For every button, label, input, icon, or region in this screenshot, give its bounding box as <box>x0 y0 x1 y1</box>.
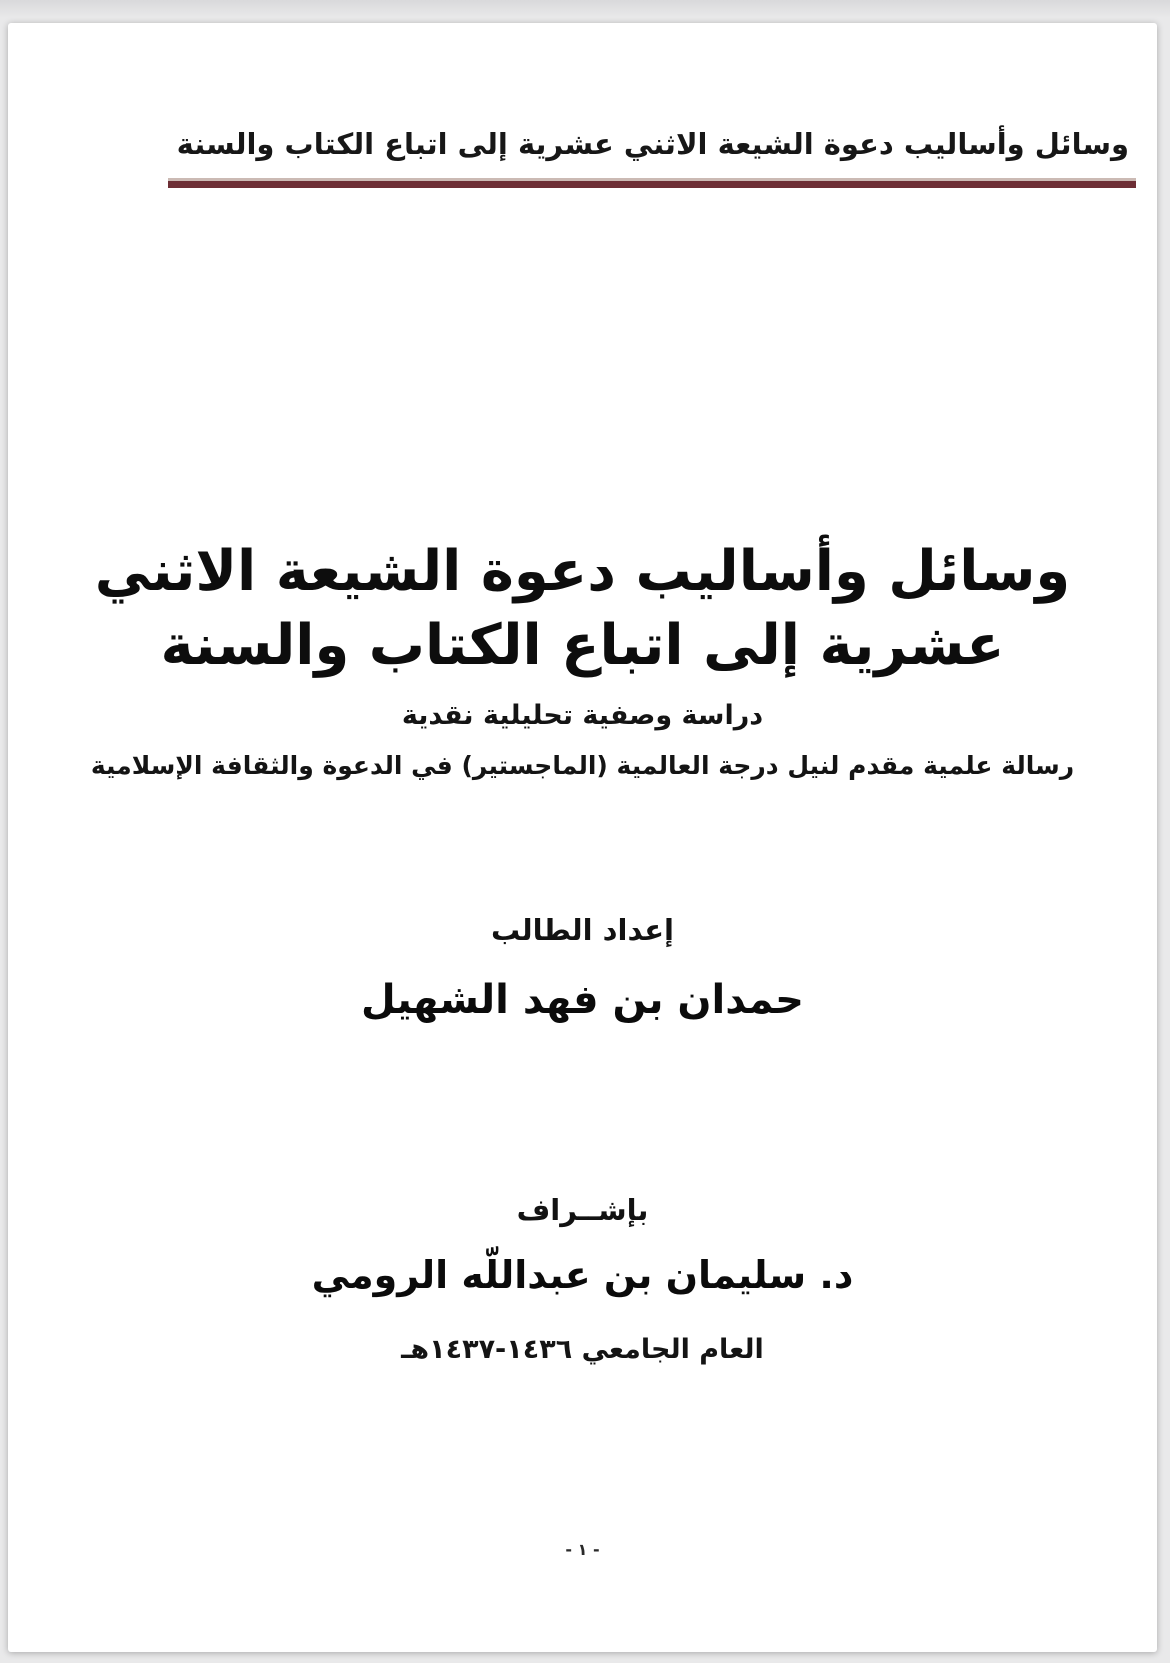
running-header-title: وسائل وأساليب دعوة الشيعة الاثني عشرية إلى اتباع الكتاب والسنة <box>176 127 1129 161</box>
supervisor-section-heading: بإشــراف <box>516 1193 649 1227</box>
author-name: حمدان بن فهد الشهيل <box>361 977 804 1023</box>
page-number: - ١ - <box>565 1540 600 1559</box>
main-title-line-1: وسائل وأساليب دعوة الشيعة الاثني <box>94 539 1071 604</box>
supervisor-name: د. سليمان بن عبداللّه الرومي <box>311 1253 854 1297</box>
author-section-heading: إعداد الطالب <box>491 913 674 947</box>
header-divider-rule <box>168 178 1136 188</box>
thesis-degree-note: رسالة علمية مقدم لنيل درجة العالمية (الماجستير) في الدعوة والثقافة الإسلامية <box>90 751 1075 780</box>
main-title-line-2: عشرية إلى اتباع الكتاب والسنة <box>160 613 1005 678</box>
subtitle: دراسة وصفية تحليلية نقدية <box>401 700 764 731</box>
document-page <box>8 23 1157 1652</box>
main-title <box>8 535 1157 683</box>
academic-year: العام الجامعي ١٤٣٦-١٤٣٧هـ <box>401 1334 764 1365</box>
